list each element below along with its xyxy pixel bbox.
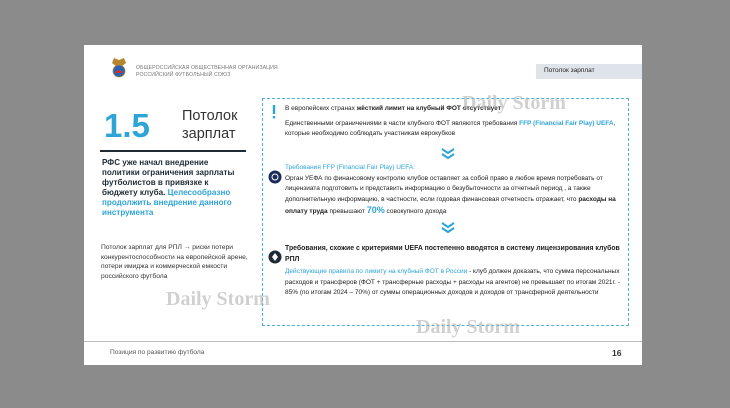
watermark: Daily Storm (462, 92, 566, 114)
item-3-rules-link: Действующие правила по лимиту на клубный ФОТ в России (285, 268, 468, 275)
item-2-body-end: совокупного дохода (384, 208, 447, 215)
item-3-text (285, 244, 625, 299)
key-message-box (100, 150, 246, 230)
org-line-2: РОССИЙСКИЙ ФУТБОЛЬНЫЙ СОЮЗ (136, 72, 231, 78)
item-1-line-2: Единственными ограничениями в части клубного ФОТ являются требования (285, 119, 520, 127)
page-number: 16 (612, 348, 622, 358)
item-2-percent: 70% (366, 205, 385, 215)
footer-divider (84, 341, 642, 342)
watermark: Daily Storm (416, 316, 520, 338)
rfs-eagle-logo-icon (110, 57, 128, 81)
section-title: Потолок зарплат (182, 108, 238, 142)
item-2-heading: Требования FFP (Financial Fair Play) UEFA: (285, 164, 415, 171)
item-2-body-mid: превышают (327, 208, 367, 215)
slide (84, 45, 642, 365)
item-2-text (285, 163, 625, 218)
item-1-ffp-link: FFP (Financial Fair Play) UEFA (519, 119, 614, 127)
info-panel (262, 98, 629, 326)
item-1-line-2-end: , которые необходимо соблюдать участникам еврокубков (285, 119, 616, 137)
section-header-label: Потолок зарплат (544, 67, 595, 74)
item-2-body-bold: расходы на оплату труда (285, 195, 616, 215)
uefa-logo-icon (268, 170, 282, 184)
org-name (136, 65, 278, 79)
risk-note: Потолок зарплат для РПЛ → риски потери конкурентоспособности на европейской арене, потери имиджа и коммерческой емкости российского футбола (101, 244, 248, 280)
item-3-body: - клуб должен доказать, что сумма персональных расходов и трансферов (ФОТ + трансферные расходы + расходы на агентов) не превышает по итогам 2021г. - 85% (по итогам 2024 – 70%) от суммы операционных доходов и доходов от трансферной деятельности (285, 268, 620, 296)
chevron-down-icon (441, 148, 455, 160)
item-3-heading: Требования, схожие с критериями UEFA постепенно вводятся в систему лицензирования клубов РПЛ (285, 245, 620, 263)
chevron-down-icon (441, 222, 455, 234)
item-1-text (285, 104, 625, 140)
key-message-text: РФС уже начал внедрение политики ограничения зарплаты футболистов в привязке к бюджету клуба. (102, 158, 235, 197)
watermark: Daily Storm (166, 288, 270, 310)
exclamation-icon (270, 105, 278, 119)
item-1-line-1: В европейских странах (285, 105, 357, 112)
section-header-box (536, 64, 642, 79)
footer-text: Позиция по развитию футбола (110, 349, 205, 356)
item-1-line-1-bold: жёсткий лимит на клубный ФОТ отсутствует (356, 105, 501, 112)
rpl-logo-icon (268, 250, 282, 264)
section-number: 1.5 (104, 107, 150, 144)
org-line-1: ОБЩЕРОССИЙСКАЯ ОБЩЕСТВЕННАЯ ОРГАНИЗАЦИЯ (136, 65, 278, 71)
item-2-body: Орган УЕФА по финансовому контролю клубов оставляет за собой право в любое время потребовать от лицензиата подготовить и представить информацию о безубыточности за отчетный период , а также дополнительную информацию, в частности, если годовая финансовая отчетность отражает, что (285, 174, 603, 203)
key-message-highlight: Целесообразно продолжить внедрение данного инструмента (102, 188, 232, 217)
